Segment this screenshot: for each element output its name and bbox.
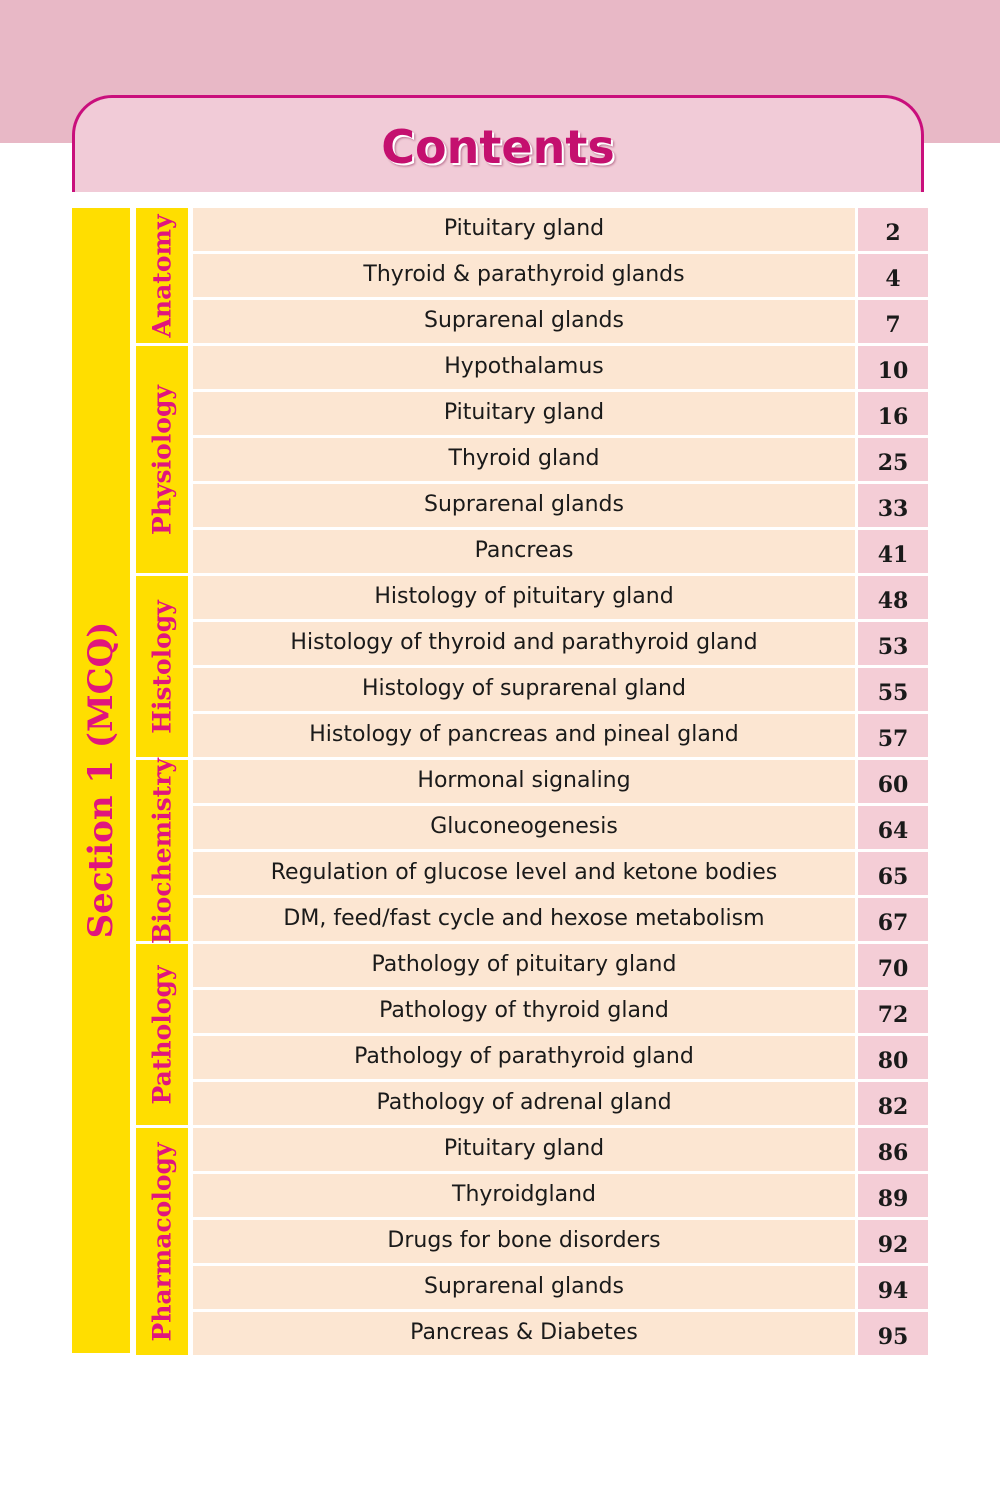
toc-row: [193, 1266, 928, 1309]
toc-row: [193, 254, 928, 297]
toc-row: [193, 806, 928, 849]
toc-entry-title: Pathology of parathyroid gland: [193, 1036, 855, 1079]
toc-entry-title: Suprarenal glands: [193, 484, 855, 527]
toc-row: [193, 760, 928, 803]
toc-entry-title: Pathology of pituitary gland: [193, 944, 855, 987]
toc-entry-page: 4: [858, 254, 928, 297]
toc-row: [193, 1082, 928, 1125]
subject-name: Physiology: [147, 384, 177, 535]
toc-entry-title: Pathology of adrenal gland: [193, 1082, 855, 1125]
toc-row: [193, 530, 928, 573]
toc-entry-title: Histology of pituitary gland: [193, 576, 855, 619]
subject-label-histology: [136, 576, 188, 757]
toc-entry-page: 65: [858, 852, 928, 895]
subject-name: Biochemistry: [147, 757, 177, 944]
toc-entry-page: 55: [858, 668, 928, 711]
toc-row: [193, 852, 928, 895]
toc-row: [193, 1312, 928, 1355]
toc-entry-page: 53: [858, 622, 928, 665]
contents-header: [72, 95, 924, 192]
subject-label-pathology: [136, 944, 188, 1125]
toc-entry-page: 89: [858, 1174, 928, 1217]
toc-entry-title: Thyroid gland: [193, 438, 855, 481]
toc-entry-title: Suprarenal glands: [193, 1266, 855, 1309]
toc-row: [193, 484, 928, 527]
toc-row: [193, 714, 928, 757]
toc-entry-title: Drugs for bone disorders: [193, 1220, 855, 1263]
subject-name: Pharmacology: [147, 1141, 177, 1342]
toc-entry-page: 2: [858, 208, 928, 251]
toc-row: [193, 944, 928, 987]
toc-entry-page: 95: [858, 1312, 928, 1355]
toc-entry-page: 60: [858, 760, 928, 803]
toc-row: [193, 438, 928, 481]
toc-entry-page: 57: [858, 714, 928, 757]
toc-entry-page: 7: [858, 300, 928, 343]
toc-row: [193, 300, 928, 343]
toc-row: [193, 1036, 928, 1079]
toc-entry-title: Pituitary gland: [193, 392, 855, 435]
toc-entry-title: Pituitary gland: [193, 1128, 855, 1171]
subject-name: Histology: [147, 599, 177, 734]
toc-row: [193, 1174, 928, 1217]
subject-label-biochemistry: [136, 757, 188, 944]
toc-entry-title: Thyroidgland: [193, 1174, 855, 1217]
toc-entry-page: 92: [858, 1220, 928, 1263]
toc-entry-page: 72: [858, 990, 928, 1033]
toc-entry-title: Pancreas & Diabetes: [193, 1312, 855, 1355]
toc-row: [193, 576, 928, 619]
toc-row: [193, 346, 928, 389]
toc-entry-page: 33: [858, 484, 928, 527]
toc-entry-page: 86: [858, 1128, 928, 1171]
toc-entry-title: Regulation of glucose level and ketone bodies: [193, 852, 855, 895]
toc-row: [193, 1128, 928, 1171]
toc-entry-page: 41: [858, 530, 928, 573]
toc-entry-page: 82: [858, 1082, 928, 1125]
toc-entry-title: Pituitary gland: [193, 208, 855, 251]
toc-entry-title: Gluconeogenesis: [193, 806, 855, 849]
toc-entry-page: 80: [858, 1036, 928, 1079]
toc-entry-page: 16: [858, 392, 928, 435]
toc-entry-title: Suprarenal glands: [193, 300, 855, 343]
toc-entry-title: Histology of pancreas and pineal gland: [193, 714, 855, 757]
toc-entry-title: Pancreas: [193, 530, 855, 573]
subject-label-anatomy: [136, 208, 188, 343]
toc-entry-page: 67: [858, 898, 928, 941]
subject-name: Anatomy: [147, 214, 177, 337]
toc-entry-title: DM, feed/fast cycle and hexose metabolism: [193, 898, 855, 941]
toc-entry-title: Histology of suprarenal gland: [193, 668, 855, 711]
toc-entry-page: 48: [858, 576, 928, 619]
toc-entry-title: Hormonal signaling: [193, 760, 855, 803]
toc-entry-page: 70: [858, 944, 928, 987]
section-bar: [72, 208, 130, 1353]
subject-name: Pathology: [147, 965, 177, 1104]
toc-entry-title: Pathology of thyroid gland: [193, 990, 855, 1033]
subject-label-physiology: [136, 346, 188, 573]
section-label: Section 1 (MCQ): [81, 621, 121, 939]
toc-row: [193, 392, 928, 435]
page-title: Contents: [381, 120, 615, 174]
toc-row: [193, 1220, 928, 1263]
toc-row: [193, 622, 928, 665]
toc-entry-page: 25: [858, 438, 928, 481]
toc-entry-page: 94: [858, 1266, 928, 1309]
toc-entry-title: Hypothalamus: [193, 346, 855, 389]
toc-row: [193, 898, 928, 941]
toc-row: [193, 208, 928, 251]
subject-label-pharmacology: [136, 1128, 188, 1355]
toc-entry-title: Thyroid & parathyroid glands: [193, 254, 855, 297]
toc-entry-page: 10: [858, 346, 928, 389]
toc-row: [193, 668, 928, 711]
toc-row: [193, 990, 928, 1033]
toc-entry-title: Histology of thyroid and parathyroid gland: [193, 622, 855, 665]
toc-entry-page: 64: [858, 806, 928, 849]
